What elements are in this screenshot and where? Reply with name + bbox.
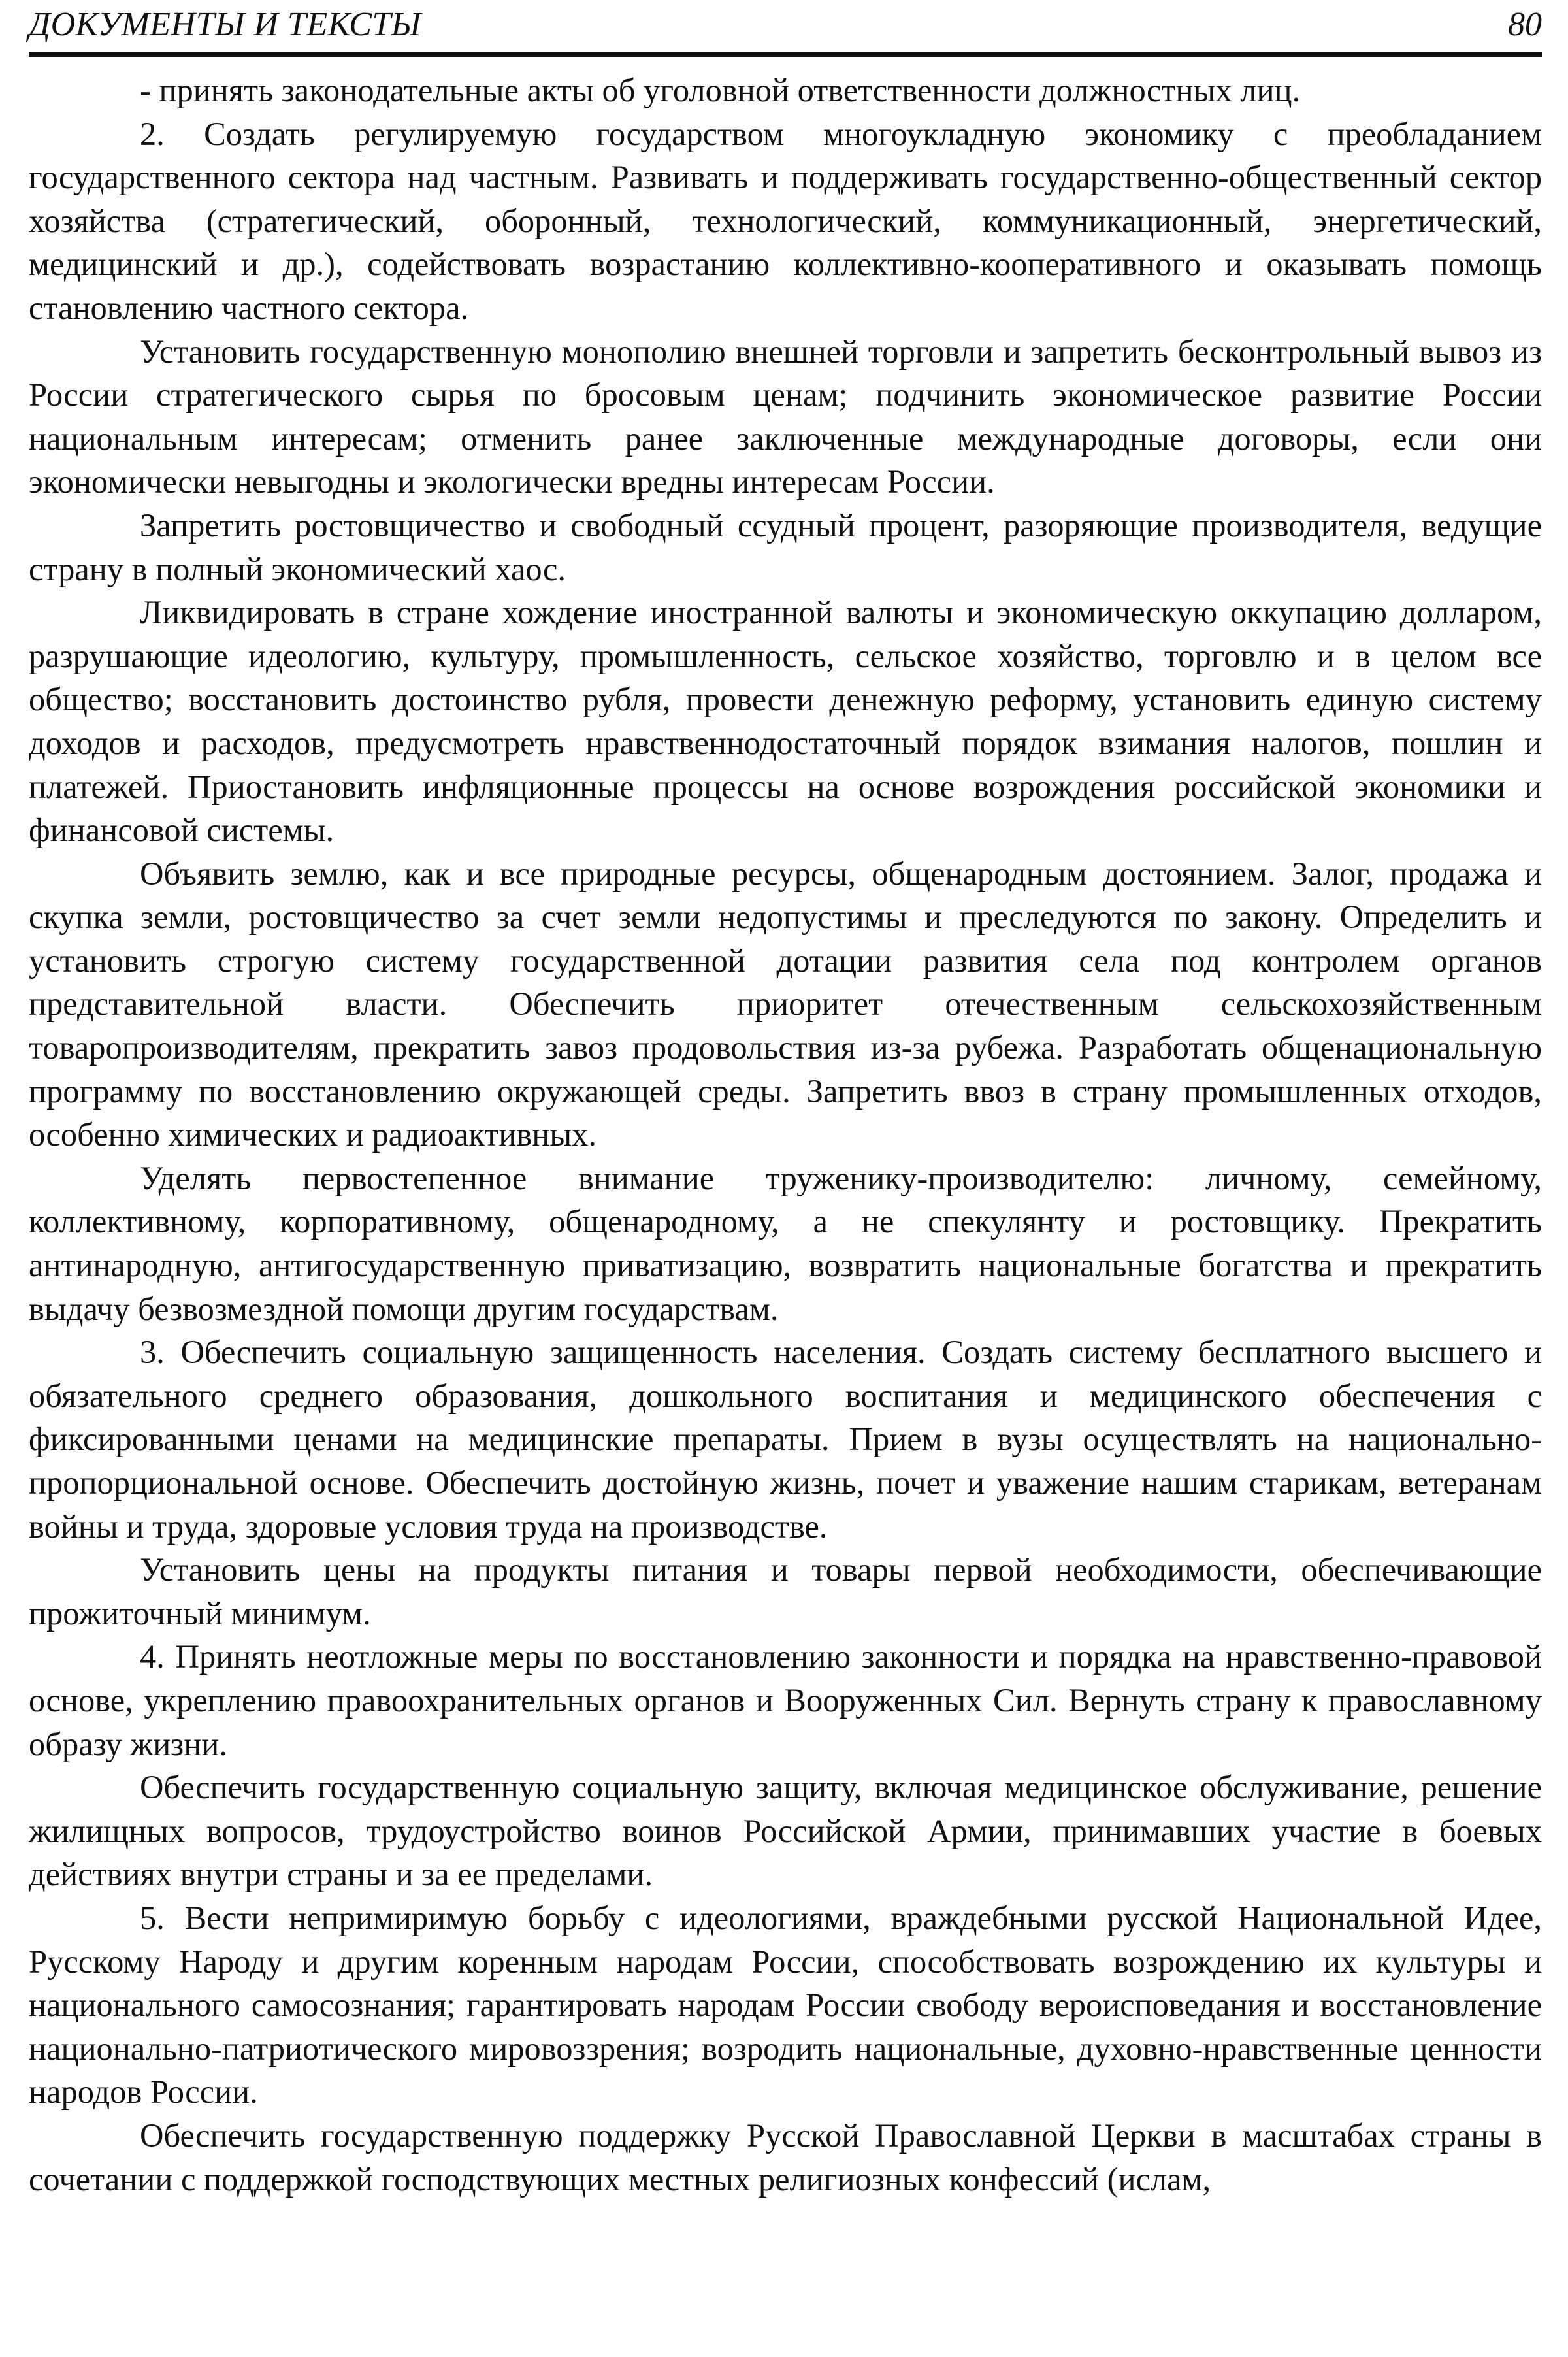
- paragraph-church-support: Обеспечить государственную поддержку Русской Православной Церкви в масштабах страны в сочетании с поддержкой господствующих местных религиозных конфессий (ислам,: [29, 2117, 1542, 2198]
- page-number: 80: [1508, 6, 1542, 43]
- paragraph-usury: Запретить ростовщичество и свободный ссудный процент, разоряющие производителя, ведущие страну в полный экономический хаос.: [29, 506, 1542, 587]
- header-title: ДОКУМЕНТЫ И ТЕКСТЫ: [29, 6, 421, 43]
- paragraph-item-4: 4. Принять неотложные меры по восстановлению законности и порядка на нравственно-правовой основе, укреплению правоохранительных органов и Вооруженных Сил. Вернуть страну к православному образу жизни.: [29, 1638, 1542, 1762]
- paragraph-continuation: - принять законодательные акты об уголовной ответственности должностных лиц.: [140, 72, 1301, 108]
- paragraph-foreign-trade: Установить государственную монополию внешней торговли и запретить бесконтрольный вывоз из России стратегического сырья по бросовым ценам; подчинить экономическое развитие России национальным интересам; отменить ранее заключенные международные договоры, если они экономически невыгодны и экологически вредны интересам России.: [29, 333, 1542, 501]
- paragraph-item-5: 5. Вести непримиримую борьбу с идеологиями, враждебными русской Национальной Идее, Русскому Народу и другим коренным народам России, способствовать возрождению их культуры и национального самосознания; гарантировать народам России свободу вероисповедания и восстановление национально-патриотического мировоззрения; возродить национальные, духовно-нравственные ценности народов России.: [29, 1899, 1542, 2111]
- paragraph-currency: Ликвидировать в стране хождение иностранной валюты и экономическую оккупацию долларом, разрушающие идеологию, культуру, промышленность, сельское хозяйство, торговлю и в целом все общество; восстановить достоинство рубля, провести денежную реформу, установить единую систему доходов и расходов, предусмотреть нравственнодостаточный порядок взимания налогов, пошлин и платежей. Приостановить инфляционные процессы на основе возрождения российской экономики и финансовой системы.: [29, 594, 1542, 849]
- paragraph-prices: Установить цены на продукты питания и товары первой необходимости, обеспечивающие прожиточный минимум.: [29, 1551, 1542, 1632]
- document-page: [29, 0, 1542, 2357]
- paragraph-social-protection: Обеспечить государственную социальную защиту, включая медицинское обслуживание, решение жилищных вопросов, трудоустройство воинов Российской Армии, принимавших участие в боевых действиях внутри страны и за ее пределами.: [29, 1769, 1542, 1893]
- paragraph-item-2: 2. Создать регулируемую государством многоукладную экономику с преобладанием государственного сектора над частным. Развивать и поддерживать государственно-общественный сектор хозяйства (стратегический, оборонный, технологический, коммуникационный, энергетический, медицинский и др.), содействовать возрастанию коллективно-кооперативного и оказывать помощь становлению частного сектора.: [29, 115, 1542, 326]
- paragraph-item-3: 3. Обеспечить социальную защищенность населения. Создать систему бесплатного высшего и обязательного среднего образования, дошкольного воспитания и медицинского обеспечения с фиксированными ценами на медицинские препараты. Прием в вузы осуществлять на национально-пропорциональной основе. Обеспечить достойную жизнь, почет и уважение нашим старикам, ветеранам войны и труда, здоровые условия труда на производстве.: [29, 1334, 1542, 1545]
- body-text: [29, 69, 1542, 2201]
- paragraph-land: Объявить землю, как и все природные ресурсы, общенародным достоянием. Залог, продажа и скупка земли, ростовщичество за счет земли недопустимы и преследуются по закону. Определить и установить строгую систему государственной дотации развития села под контролем органов представительной власти. Обеспечить приоритет отечественным сельскохозяйственным товаропроизводителям, прекратить завоз продовольствия из-за рубежа. Разработать общенациональную программу по восстановлению окружающей среды. Запретить ввоз в страну промышленных отходов, особенно химических и радиоактивных.: [29, 855, 1542, 1153]
- paragraph-producers: Уделять первостепенное внимание труженику-производителю: личному, семейному, коллективному, корпоративному, общенародному, а не спекулянту и ростовщику. Прекратить антинародную, антигосударственную приватизацию, возвратить национальные богатства и прекратить выдачу безвозмездной помощи другим государствам.: [29, 1159, 1542, 1327]
- running-header: [29, 0, 1542, 57]
